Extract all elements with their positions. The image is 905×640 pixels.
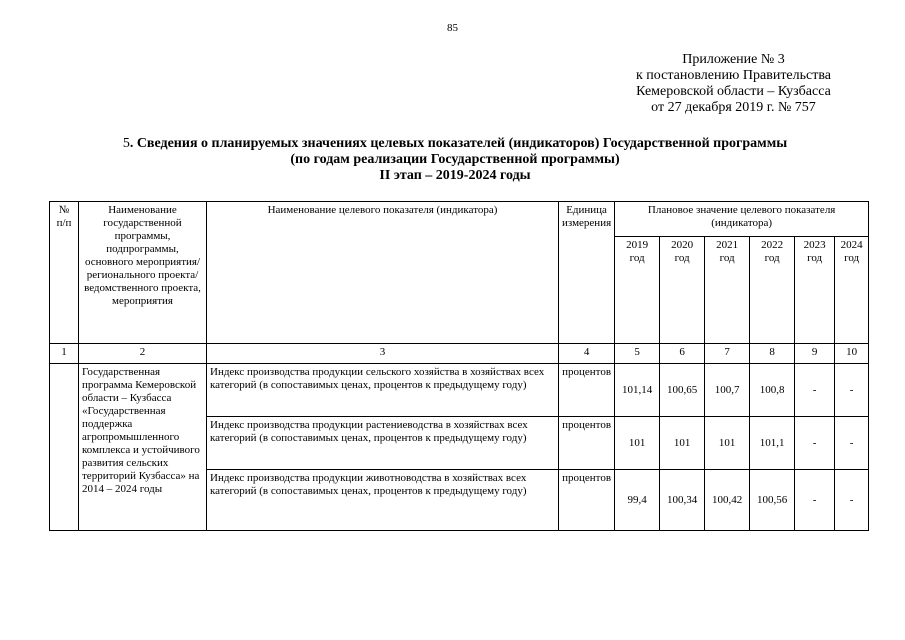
appendix-line-3: Кемеровской области – Кузбасса [636, 84, 831, 99]
header-unit: Единица измерения [559, 202, 615, 344]
value-cell: - [835, 417, 869, 470]
value-cell: - [835, 364, 869, 417]
value-cell: 101,1 [750, 417, 795, 470]
indicators-table [49, 201, 869, 531]
appendix-line-4: от 27 декабря 2019 г. № 757 [651, 100, 816, 115]
header-year: 2019 год [615, 237, 660, 344]
appendix-line-2: к постановлению Правительства [635, 68, 831, 83]
header-year: 2024 год [835, 237, 869, 344]
program-name-cell: Государственная программа Кемеровской области – Кузбасса «Государственная поддержка агропромышленного комплекса и устойчивого развития сельских территорий Кузбасса» на 2014 – 2024 годы [79, 364, 207, 531]
row-number-cell [50, 364, 79, 531]
value-cell: - [795, 364, 835, 417]
column-number: 5 [615, 344, 660, 364]
value-cell: 100,65 [660, 364, 705, 417]
value-cell: - [795, 417, 835, 470]
column-number: 2 [79, 344, 207, 364]
unit-cell: процентов [559, 470, 615, 531]
appendix-line-1: Приложение № 3 [682, 52, 785, 67]
column-number: 7 [705, 344, 750, 364]
value-cell: 100,56 [750, 470, 795, 531]
header-num: № п/п [50, 202, 79, 344]
value-cell: - [835, 470, 869, 531]
indicator-cell: Индекс производства продукции сельского хозяйства в хозяйствах всех категорий (в сопоставимых ценах, процентов к предыдущему году) [207, 364, 559, 417]
section-title [40, 136, 870, 184]
column-number: 1 [50, 344, 79, 364]
header-year: 2020 год [660, 237, 705, 344]
indicator-cell: Индекс производства продукции растениеводства в хозяйствах всех категорий (в сопоставимых ценах, процентов к предыдущему году) [207, 417, 559, 470]
title-line-1: . Сведения о планируемых значениях целевых показателей (индикаторов) Государственной программы [129, 136, 788, 151]
header-year: 2021 год [705, 237, 750, 344]
header-planned: Плановое значение целевого показателя (индикатора) [615, 202, 869, 237]
header-indicator: Наименование целевого показателя (индикатора) [207, 202, 559, 344]
unit-cell: процентов [559, 364, 615, 417]
column-number: 9 [795, 344, 835, 364]
value-cell: 99,4 [615, 470, 660, 531]
value-cell: 101 [660, 417, 705, 470]
value-cell: - [795, 470, 835, 531]
value-cell: 101,14 [615, 364, 660, 417]
column-number: 6 [660, 344, 705, 364]
appendix-block [636, 52, 831, 116]
page-number: 85 [447, 22, 458, 34]
title-line-3: II этап – 2019-2024 годы [379, 168, 531, 183]
column-numbers-row [50, 344, 869, 364]
indicator-cell: Индекс производства продукции животноводства в хозяйствах всех категорий (в сопоставимых ценах, процентов к предыдущему году) [207, 470, 559, 531]
value-cell: 101 [705, 417, 750, 470]
value-cell: 100,42 [705, 470, 750, 531]
column-number: 4 [559, 344, 615, 364]
header-year: 2022 год [750, 237, 795, 344]
title-line-2: (по годам реализации Государственной программы) [290, 152, 620, 167]
unit-cell: процентов [559, 417, 615, 470]
column-number: 10 [835, 344, 869, 364]
table-row [50, 364, 869, 417]
header-program: Наименование государственной программы, подпрограммы, основного мероприятия/регионального проекта/ведомственного проекта, мероприятия [79, 202, 207, 344]
header-year: 2023 год [795, 237, 835, 344]
value-cell: 100,7 [705, 364, 750, 417]
column-number: 8 [750, 344, 795, 364]
section-number: 5 [122, 136, 130, 151]
value-cell: 100,34 [660, 470, 705, 531]
column-number: 3 [207, 344, 559, 364]
value-cell: 100,8 [750, 364, 795, 417]
value-cell: 101 [615, 417, 660, 470]
header-row [50, 202, 869, 237]
